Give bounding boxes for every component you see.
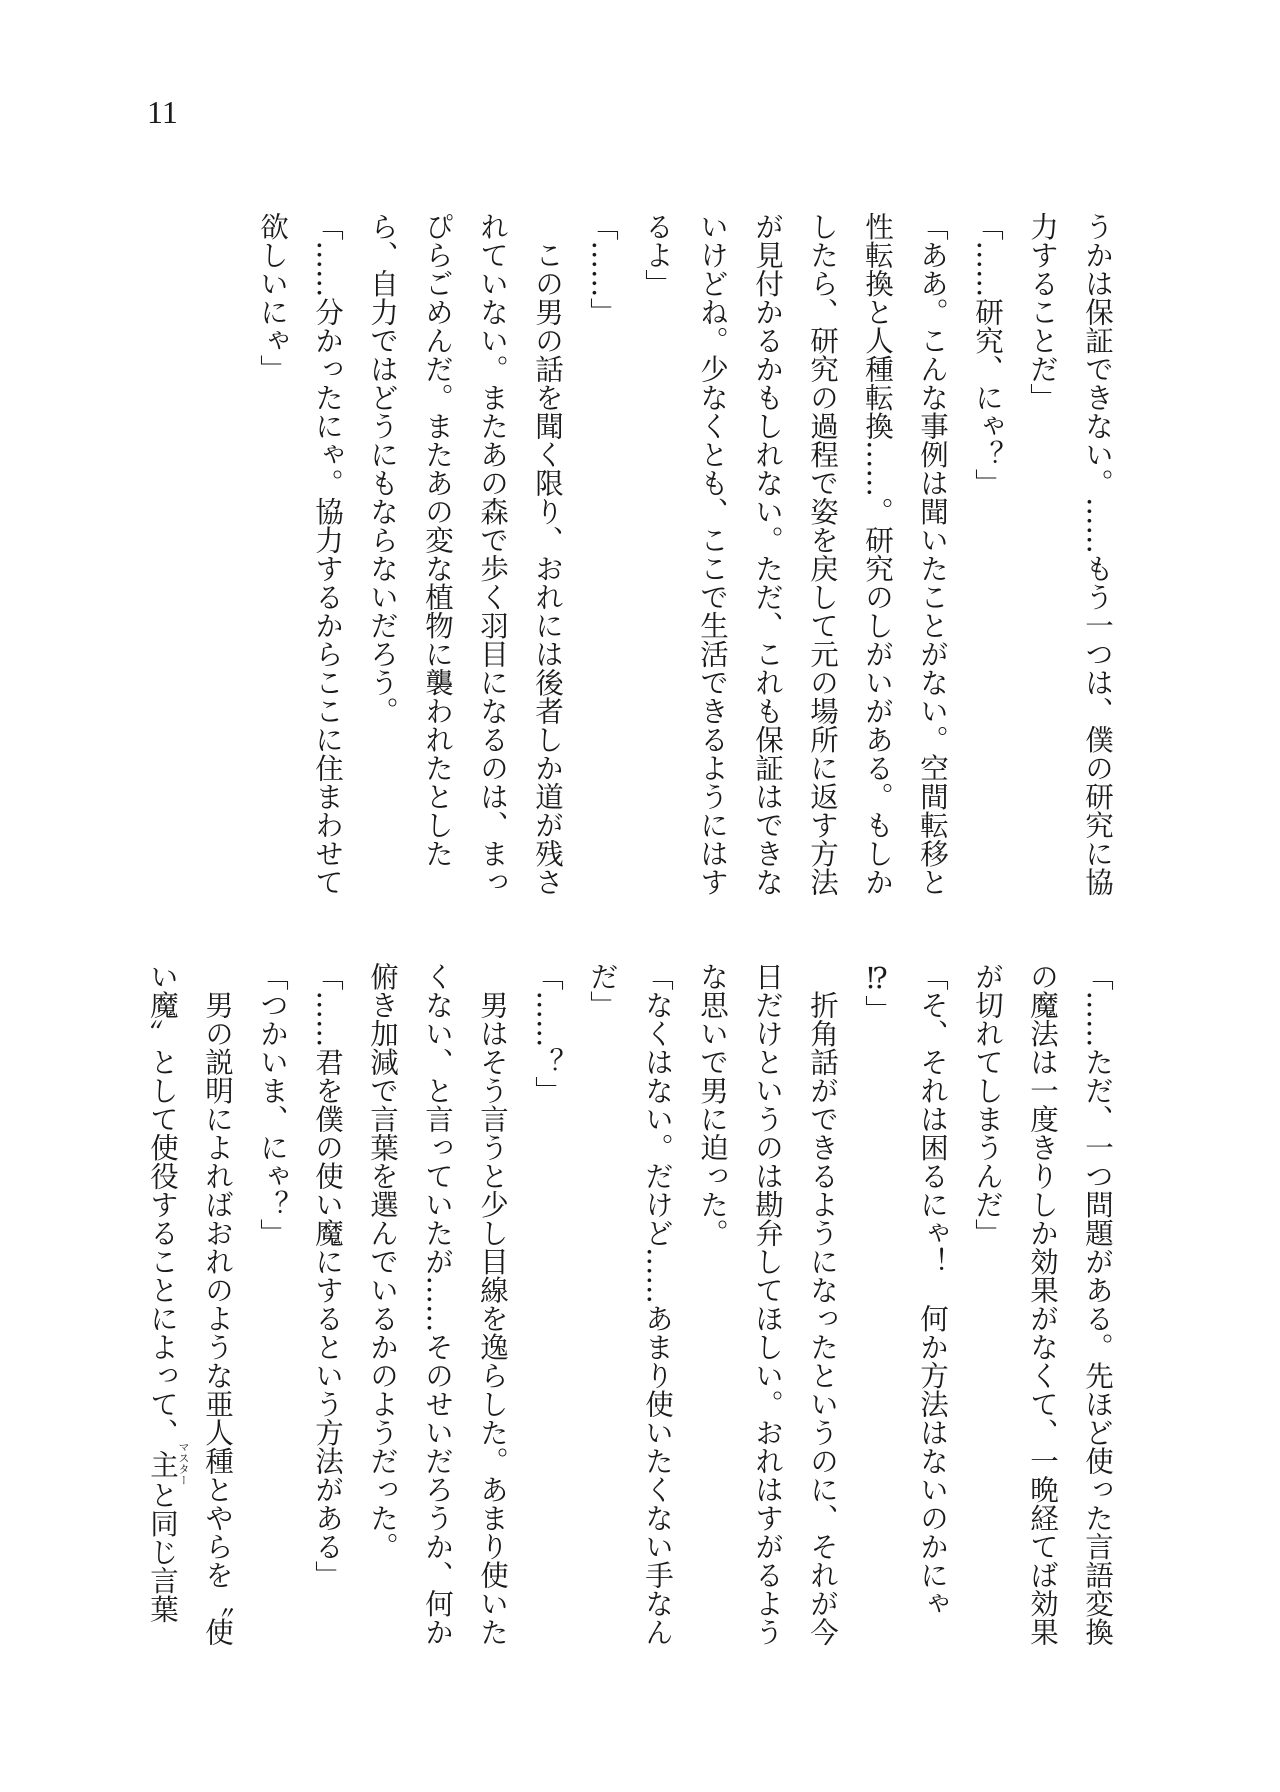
text-line: 折角話ができるようになったというのに、それが今 [806, 962, 839, 1646]
text-line: るよ」 [641, 212, 674, 298]
text-line: 「……？」 [531, 962, 564, 1105]
text-block-bottom [135, 962, 1125, 1662]
text-line: 「そ、それは困るにゃ！ 何か方法はないのかにゃ [916, 962, 949, 1618]
text-line: 「……」 [586, 212, 619, 326]
text-line: な思いで男に迫った。 [696, 962, 729, 1247]
page-number: 11 [147, 94, 178, 130]
text-line: 日だけというのは勘弁してほしい。おれはすがるよう [751, 962, 784, 1646]
ruby-word [146, 1441, 190, 1486]
text-line: の魔法は一度きりしか効果がなくて、一晩経てば効果 [1026, 962, 1059, 1646]
text-line: 力することだ」 [1026, 212, 1059, 412]
ruby-reading: マスター [177, 1441, 190, 1486]
text-line: ぴらごめんだ。またあの変な植物に襲われたとした [421, 212, 454, 868]
text-line: だ」 [586, 962, 619, 1019]
text-line: が見付かるかもしれない。ただ、これも保証はできな [751, 212, 784, 896]
text-line: ら、自力ではどうにもならないだろう。 [366, 212, 399, 725]
text-line: 男はそう言うと少し目線を逸らした。あまり使いた [476, 962, 509, 1646]
text-line: 「なくはない。だけど……あまり使いたくない手なん [641, 962, 674, 1646]
text-segment: と同じ言葉 [146, 1480, 179, 1623]
text-block-top [245, 212, 1125, 912]
text-line-with-ruby [135, 962, 190, 1662]
text-line: 男の説明によればおれのような亜人種とやらを〝使 [201, 962, 234, 1646]
text-line: ⁉」 [861, 962, 894, 1024]
text-line: 「……分かったにゃ。協力するからここに住まわせて [311, 212, 344, 896]
text-line: この男の話を聞く限り、おれには後者しか道が残さ [531, 212, 564, 896]
text-line: れていない。またあの森で歩く羽目になるのは、まっ [476, 212, 509, 896]
text-line: 「ああ。こんな事例は聞いたことがない。空間転移と [916, 212, 949, 896]
text-line: 「……君を僕の使い魔にするという方法がある」 [311, 962, 344, 1589]
text-line: うかは保証できない。……もう一つは、僕の研究に協 [1081, 212, 1114, 896]
text-segment: い魔〟として使役することによって、 [146, 962, 179, 1447]
text-line: したら、研究の過程で姿を戻して元の場所に返す方法 [806, 212, 839, 896]
text-line: 性転換と人種転換……。研究のしがいがある。もしか [861, 212, 894, 896]
text-line: くない、と言っていたが……そのせいだろうか、何か [421, 962, 454, 1646]
text-line: 「……研究、にゃ？」 [971, 212, 1004, 497]
text-line: 欲しいにゃ」 [256, 212, 289, 383]
text-line: いけどね。少なくとも、ここで生活できるようにはす [696, 212, 729, 896]
text-line: が切れてしまうんだ」 [971, 962, 1004, 1247]
text-line: 俯き加減で言葉を選んでいるかのようだった。 [366, 962, 399, 1561]
text-line: 「……ただ、一つ問題がある。先ほど使った言語変換 [1081, 962, 1114, 1646]
ruby-base: 主 [146, 1441, 179, 1486]
text-line: 「つかいま、にゃ？」 [256, 962, 289, 1247]
